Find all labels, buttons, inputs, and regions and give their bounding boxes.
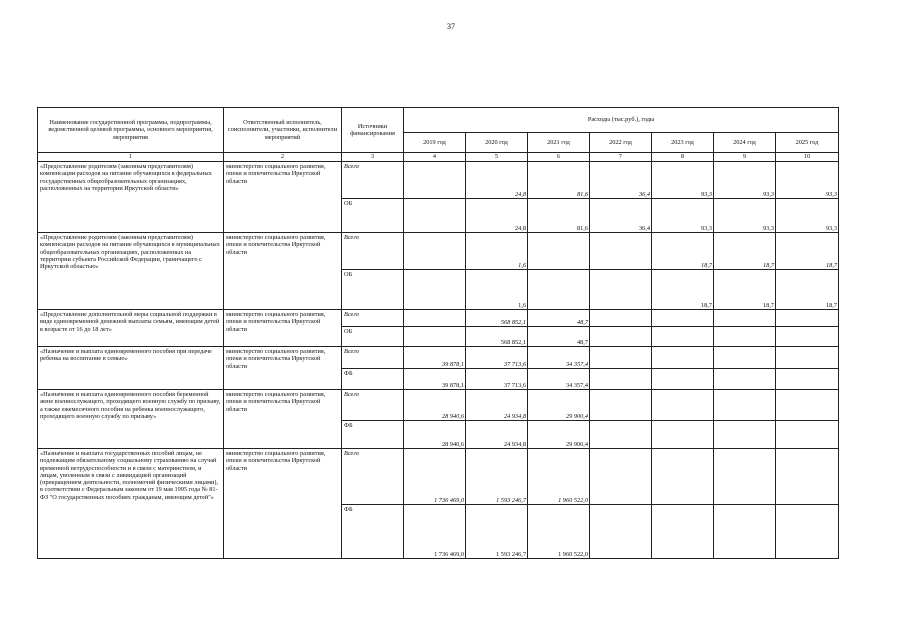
source-value bbox=[776, 505, 839, 559]
source-value: 93,3 bbox=[714, 199, 776, 233]
source-value bbox=[528, 270, 590, 310]
measure-name: «Назначение и выплата государственных пособий лицам, не подлежащим обязательному социальному страхованию на случай временной нетрудоспособности и в связи с материнством, и лицам, уволенным в связи с ликвидацией организаций (прекращением деятельности, полномочий физическими лицами), в соответствии с Федеральным законом от 19 мая 1995 года № 81-ФЗ "О государственных пособиях гражданам, имеющим детей"» bbox=[38, 449, 224, 559]
source-value: 81,6 bbox=[528, 199, 590, 233]
total-value bbox=[714, 347, 776, 369]
total-value bbox=[528, 233, 590, 270]
total-value: 568 852,1 bbox=[466, 310, 528, 327]
total-value bbox=[714, 449, 776, 505]
total-value: 18,7 bbox=[776, 233, 839, 270]
total-value bbox=[776, 449, 839, 505]
header-year: 2020 год bbox=[466, 133, 528, 153]
total-value: 39 878,1 bbox=[404, 347, 466, 369]
total-value: 93,3 bbox=[776, 162, 839, 199]
total-value bbox=[404, 310, 466, 327]
total-value bbox=[590, 310, 652, 327]
source-value bbox=[404, 199, 466, 233]
source-total-label: Всего bbox=[342, 449, 404, 505]
total-value bbox=[590, 233, 652, 270]
expenses-table bbox=[37, 107, 839, 559]
total-value: 28 940,6 bbox=[404, 390, 466, 421]
table-row bbox=[38, 233, 839, 270]
source-value: 37 713,6 bbox=[466, 369, 528, 390]
total-value: 1 736 469,0 bbox=[404, 449, 466, 505]
measure-name: «Назначение и выплата единовременного пособия при передаче ребенка на воспитание в семью» bbox=[38, 347, 224, 390]
table-row bbox=[38, 310, 839, 327]
source-value bbox=[776, 421, 839, 449]
source-value: 18,7 bbox=[714, 270, 776, 310]
source-value bbox=[714, 369, 776, 390]
column-number: 6 bbox=[528, 153, 590, 162]
total-value: 93,3 bbox=[652, 162, 714, 199]
column-number: 8 bbox=[652, 153, 714, 162]
source-value: 29 900,4 bbox=[528, 421, 590, 449]
total-value bbox=[590, 390, 652, 421]
source-label: ФБ bbox=[342, 369, 404, 390]
total-value: 18,7 bbox=[714, 233, 776, 270]
source-value bbox=[652, 505, 714, 559]
source-value: 1 736 469,0 bbox=[404, 505, 466, 559]
source-value bbox=[776, 369, 839, 390]
header-year: 2024 год bbox=[714, 133, 776, 153]
page-number: 37 bbox=[447, 22, 455, 31]
source-value: 28 940,6 bbox=[404, 421, 466, 449]
source-value: 93,3 bbox=[652, 199, 714, 233]
measure-name: «Назначение и выплата единовременного пособия беременной жене военнослужащего, проходящего военную службу по призыву, а также ежемесячного пособия на ребенка военнослужащего, проходящего военную службу по призыву» bbox=[38, 390, 224, 449]
measure-name: «Предоставление родителям (законным представителям) компенсации расходов на питание обучающихся в муниципальных общеобразовательных организациях, расположенных на территории субъекта Российской Федерации, граничащего с Иркутской областью» bbox=[38, 233, 224, 310]
source-total-label: Всего bbox=[342, 310, 404, 327]
total-value: 29 900,4 bbox=[528, 390, 590, 421]
source-value: 1,6 bbox=[466, 270, 528, 310]
total-value bbox=[714, 310, 776, 327]
source-value: 18,7 bbox=[652, 270, 714, 310]
total-value bbox=[590, 449, 652, 505]
total-value: 1 960 522,0 bbox=[528, 449, 590, 505]
total-value bbox=[652, 449, 714, 505]
total-value bbox=[404, 233, 466, 270]
source-value: 24 934,8 bbox=[466, 421, 528, 449]
source-value: 24,8 bbox=[466, 199, 528, 233]
column-number: 4 bbox=[404, 153, 466, 162]
header-year: 2025 год bbox=[776, 133, 839, 153]
measure-executor: министерство социального развития, опеки и попечительства Иркутской области bbox=[224, 233, 342, 310]
table-body bbox=[38, 162, 839, 559]
header-source: Источники финансирования bbox=[342, 108, 404, 153]
source-value bbox=[590, 421, 652, 449]
total-value bbox=[776, 390, 839, 421]
header-year: 2022 год bbox=[590, 133, 652, 153]
total-value: 24,8 bbox=[466, 162, 528, 199]
source-value: 1 593 246,7 bbox=[466, 505, 528, 559]
total-value: 48,7 bbox=[528, 310, 590, 327]
column-number: 3 bbox=[342, 153, 404, 162]
total-value bbox=[404, 162, 466, 199]
header-executor: Ответственный исполнитель, соисполнители, участники, исполнители мероприятий bbox=[224, 108, 342, 153]
total-value: 24 934,8 bbox=[466, 390, 528, 421]
table-row bbox=[38, 449, 839, 505]
header-expenses: Расходы (тыс.руб.), годы bbox=[404, 108, 839, 133]
table-row bbox=[38, 162, 839, 199]
total-value bbox=[652, 347, 714, 369]
measure-executor: министерство социального развития, опеки и попечительства Иркутской области bbox=[224, 347, 342, 390]
column-number: 1 bbox=[38, 153, 224, 162]
total-value bbox=[776, 310, 839, 327]
source-label: ОБ bbox=[342, 270, 404, 310]
total-value bbox=[652, 310, 714, 327]
source-value bbox=[590, 369, 652, 390]
source-value bbox=[404, 327, 466, 347]
total-value: 34 357,4 bbox=[528, 347, 590, 369]
column-number: 10 bbox=[776, 153, 839, 162]
source-label: ФБ bbox=[342, 421, 404, 449]
measure-name: «Предоставление дополнительной меры социальной поддержки в виде единовременной денежной выплаты семьям, имеющим детей в возрасте от 16 до 18 лет» bbox=[38, 310, 224, 347]
total-value bbox=[590, 347, 652, 369]
source-value: 34 357,4 bbox=[528, 369, 590, 390]
table-row bbox=[38, 390, 839, 421]
total-value bbox=[652, 390, 714, 421]
column-number: 7 bbox=[590, 153, 652, 162]
source-value: 93,3 bbox=[776, 199, 839, 233]
source-total-label: Всего bbox=[342, 390, 404, 421]
measure-executor: министерство социального развития, опеки и попечительства Иркутской области bbox=[224, 310, 342, 347]
source-value bbox=[590, 270, 652, 310]
source-value: 39 878,1 bbox=[404, 369, 466, 390]
source-value: 36,4 bbox=[590, 199, 652, 233]
measure-executor: министерство социального развития, опеки и попечительства Иркутской области bbox=[224, 449, 342, 559]
source-value bbox=[590, 327, 652, 347]
header-year: 2023 год bbox=[652, 133, 714, 153]
source-label: ФБ bbox=[342, 505, 404, 559]
total-value: 37 713,6 bbox=[466, 347, 528, 369]
source-label: ОБ bbox=[342, 327, 404, 347]
column-number: 9 bbox=[714, 153, 776, 162]
header-year: 2021 год bbox=[528, 133, 590, 153]
table-row bbox=[38, 347, 839, 369]
source-value bbox=[652, 369, 714, 390]
column-number: 2 bbox=[224, 153, 342, 162]
source-value bbox=[714, 505, 776, 559]
total-value: 1,6 bbox=[466, 233, 528, 270]
source-total-label: Всего bbox=[342, 162, 404, 199]
header-name: Наименование государственной программы, подпрограммы, ведомственной целевой программы, основного мероприятия, мероприятия bbox=[38, 108, 224, 153]
source-value: 1 960 522,0 bbox=[528, 505, 590, 559]
column-number: 5 bbox=[466, 153, 528, 162]
measure-executor: министерство социального развития, опеки и попечительства Иркутской области bbox=[224, 162, 342, 233]
source-total-label: Всего bbox=[342, 347, 404, 369]
total-value: 93,3 bbox=[714, 162, 776, 199]
source-value: 568 852,1 bbox=[466, 327, 528, 347]
source-value bbox=[652, 421, 714, 449]
source-value bbox=[776, 327, 839, 347]
total-value bbox=[776, 347, 839, 369]
measure-executor: министерство социального развития, опеки и попечительства Иркутской области bbox=[224, 390, 342, 449]
source-total-label: Всего bbox=[342, 233, 404, 270]
source-value bbox=[714, 327, 776, 347]
total-value: 36,4 bbox=[590, 162, 652, 199]
source-value: 18,7 bbox=[776, 270, 839, 310]
source-value bbox=[590, 505, 652, 559]
total-value: 81,6 bbox=[528, 162, 590, 199]
source-value bbox=[714, 421, 776, 449]
source-value bbox=[652, 327, 714, 347]
measure-name: «Предоставление родителям (законным представителям) компенсации расходов на питание обучающихся в федеральных государственных общеобразовательных организациях, расположенных на территории Иркутской области» bbox=[38, 162, 224, 233]
total-value bbox=[714, 390, 776, 421]
source-value: 48,7 bbox=[528, 327, 590, 347]
header-year: 2019 год bbox=[404, 133, 466, 153]
source-label: ОБ bbox=[342, 199, 404, 233]
total-value: 18,7 bbox=[652, 233, 714, 270]
source-value bbox=[404, 270, 466, 310]
total-value: 1 593 246,7 bbox=[466, 449, 528, 505]
